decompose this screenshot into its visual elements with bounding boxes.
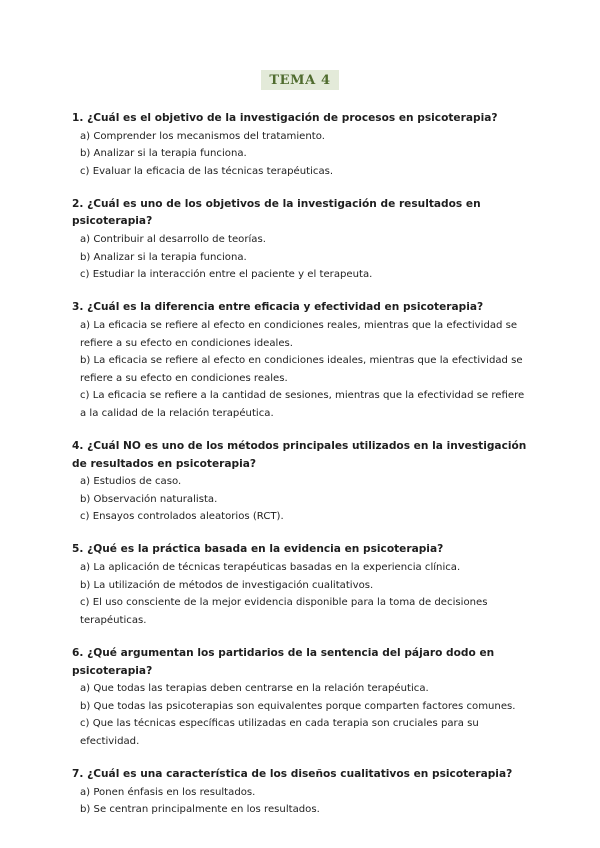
question-3: [72, 299, 532, 422]
option-c: c) La eficacia se refiere a la cantidad de sesiones, mientras que la efectividad se refiere a la calidad de la relación terapéutica.: [80, 390, 525, 419]
option-a: a) Que todas las terapias deben centrarse en la relación terapéutica.: [80, 683, 429, 695]
option-c: c) Que las técnicas específicas utilizadas en cada terapia son cruciales para su efectividad.: [80, 718, 479, 747]
option-c: c) El uso consciente de la mejor evidencia disponible para la toma de decisiones terapéuticas.: [80, 597, 488, 626]
option-b: b) La utilización de métodos de investigación cualitativos.: [80, 579, 374, 591]
question-text: 7. ¿Cuál es una característica de los diseños cualitativos en psicoterapia?: [72, 768, 513, 780]
question-5: [72, 541, 532, 629]
question-text: 5. ¿Qué es la práctica basada en la evidencia en psicoterapia?: [72, 543, 444, 556]
question-1: [72, 110, 532, 180]
option-c: c) Estudiar la interacción entre el paciente y el terapeuta.: [80, 269, 373, 281]
option-c: c) Ensayos controlados aleatorios (RCT).: [80, 511, 284, 523]
question-text: 6. ¿Qué argumentan los partidarios de la sentencia del pájaro dodo en psicoterapia?: [72, 646, 495, 677]
option-a: a) La aplicación de técnicas terapéuticas basadas en la experiencia clínica.: [80, 562, 461, 574]
option-a: a) Ponen énfasis en los resultados.: [80, 786, 256, 798]
question-4: [72, 438, 532, 526]
option-a: a) Estudios de caso.: [80, 476, 182, 488]
question-list: [72, 110, 532, 834]
option-a: a) Contribuir al desarrollo de teorías.: [80, 234, 266, 246]
question-text: 4. ¿Cuál NO es uno de los métodos principales utilizados en la investigación de resultados en psicoterapia?: [72, 440, 527, 470]
question-text: 2. ¿Cuál es uno de los objetivos de la investigación de resultados en psicoterapia?: [72, 197, 481, 228]
question-6: [72, 645, 532, 751]
option-b: b) Que todas las psicoterapias son equivalentes porque comparten factores comunes.: [80, 700, 516, 712]
option-b: b) Observación naturalista.: [80, 493, 218, 505]
title-wrapper: [0, 69, 600, 90]
option-a: a) La eficacia se refiere al efecto en condiciones reales, mientras que la efectividad se refiere a su efecto en condiciones ideales.: [80, 319, 518, 349]
option-b: b) La eficacia se refiere al efecto en condiciones ideales, mientras que la efectividad se refiere a su efecto en condiciones reales.: [80, 355, 523, 384]
question-2: [72, 196, 532, 284]
page-title: TEMA 4: [261, 70, 338, 90]
option-c: c) Evaluar la eficacia de las técnicas terapéuticas.: [80, 165, 334, 177]
option-a: a) Comprender los mecanismos del tratamiento.: [80, 130, 325, 142]
question-7: [72, 766, 532, 819]
option-b: b) Analizar si la terapia funciona.: [80, 251, 247, 263]
option-b: b) Analizar si la terapia funciona.: [80, 148, 247, 160]
question-text: 3. ¿Cuál es la diferencia entre eficacia y efectividad en psicoterapia?: [72, 301, 484, 314]
option-b: b) Se centran principalmente en los resultados.: [80, 804, 320, 816]
question-text: 1. ¿Cuál es el objetivo de la investigación de procesos en psicoterapia?: [72, 112, 498, 124]
